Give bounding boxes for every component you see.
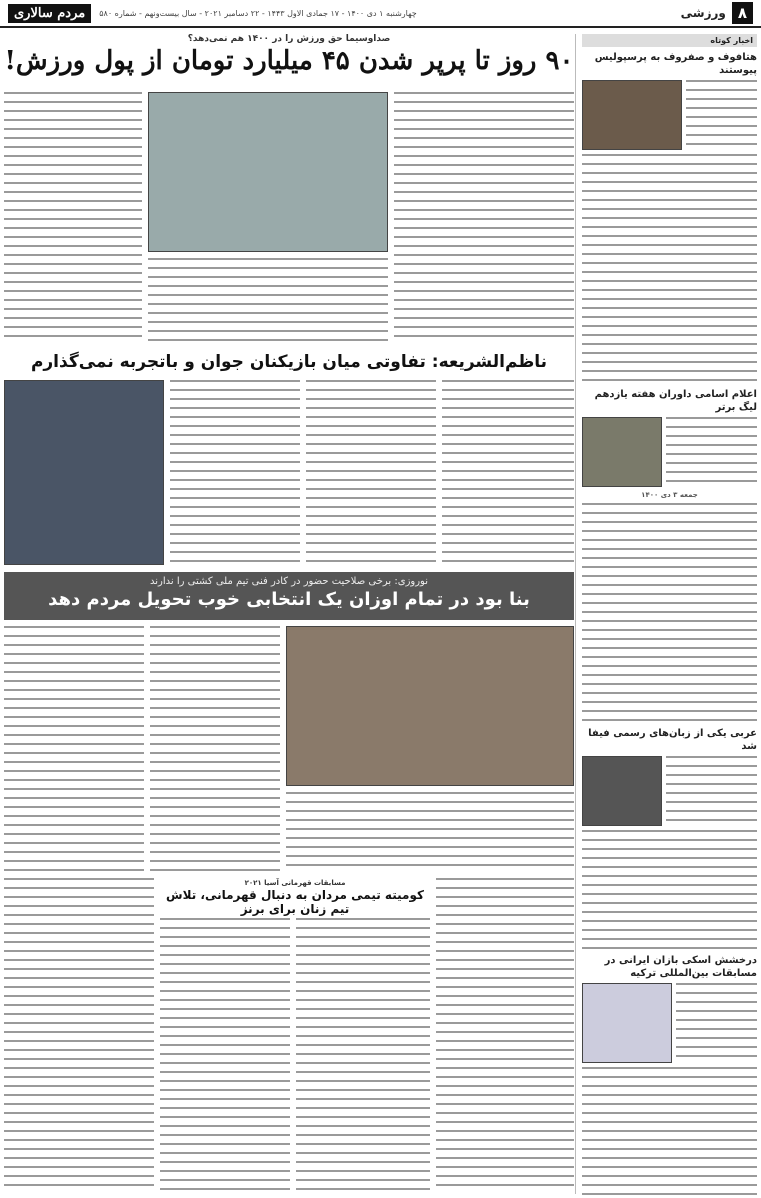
article4-col2: [296, 918, 430, 1190]
article2-col2: [306, 380, 436, 565]
story4-body: [582, 1067, 757, 1198]
story3-text: [666, 756, 757, 826]
sidebar-story3-title: عربی یکی از زبان‌های رسمی فیفا شد: [588, 728, 757, 752]
main-content: [4, 34, 574, 76]
story4-text: [676, 983, 757, 1063]
sidebar-tag: اخبار کوتاه: [582, 34, 757, 47]
article3-col-left: [4, 626, 144, 871]
article1-col-right: [394, 92, 574, 342]
story1-text: [686, 80, 757, 150]
article3-col-extra: [436, 878, 574, 1190]
ski-photo: [582, 983, 672, 1063]
article2-col1: [170, 380, 300, 565]
article3-title: بنا بود در تمام اوزان یک انتخابی خوب تحویل مردم دهد: [48, 589, 530, 610]
sidebar-story1-title: هتافوف و صفروف به پرسپولیس پیوستند: [594, 52, 757, 76]
story2-date: جمعه ۳ دی ۱۴۰۰: [641, 491, 698, 499]
section-name: ورزشی: [680, 6, 726, 20]
page-header: [0, 0, 761, 28]
story1-body: [582, 154, 757, 384]
article1-kicker: صداوسیما حق ورزش را در ۱۴۰۰ هم نمی‌دهد؟: [187, 34, 391, 44]
article3-banner: [4, 572, 574, 620]
article4-kicker: مسابقات قهرمانی آسیا ۲۰۲۱: [244, 879, 346, 887]
story2-body: [582, 503, 757, 723]
page-number: ۸: [732, 2, 753, 24]
fifa-logo-photo: [582, 756, 662, 826]
sidebar-story2-title: اعلام اسامی داوران هفته یازدهم لیگ برتر: [594, 389, 757, 413]
article1-headline: ۹۰ روز تا پرپر شدن ۴۵ میلیارد تومان از پول ورزش!: [4, 46, 574, 76]
article2-headline: ناظم‌الشریعه: تفاوتی میان بازیکنان جوان و باتجربه نمی‌گذارم: [30, 352, 548, 372]
article3-col-mid: [150, 626, 280, 871]
article3-kicker: نوروزی: برخی صلاحیت حضور در کادر فنی تیم ملی کشتی را ندارند: [149, 576, 429, 587]
article4-header: [160, 878, 430, 916]
article1-col-mid: [148, 258, 388, 342]
article5-col: [4, 878, 154, 1190]
story2-photo: [582, 417, 662, 487]
sidebar: [575, 34, 757, 1194]
story2-text: [666, 417, 757, 487]
building-photo: [148, 92, 388, 252]
article1-col-left: [4, 92, 142, 342]
article3-col-right: [286, 792, 574, 871]
date-line: چهارشنبه ۱ دی ۱۴۰۰ - ۱۷ جمادی الاول ۱۴۴۳ - ۲۲ دسامبر ۲۰۲۱ - سال بیست‌ونهم - شماره ۵۸۰: [99, 8, 417, 18]
story3-body: [582, 830, 757, 950]
article4-col1: [160, 918, 290, 1190]
sidebar-story4-title: درخشش اسکی بازان ایرانی در مسابقات بین‌المللی ترکیه: [604, 955, 757, 979]
article4-title: کومیته تیمی مردان به دنبال قهرمانی، تلاش تیم زنان برای برنز: [166, 888, 424, 916]
coach-photo: [4, 380, 164, 565]
newspaper-brand: مردم سالاری: [8, 4, 91, 23]
story1-photo: [582, 80, 682, 150]
article2-col3: [442, 380, 574, 565]
wrestlers-photo: [286, 626, 574, 786]
